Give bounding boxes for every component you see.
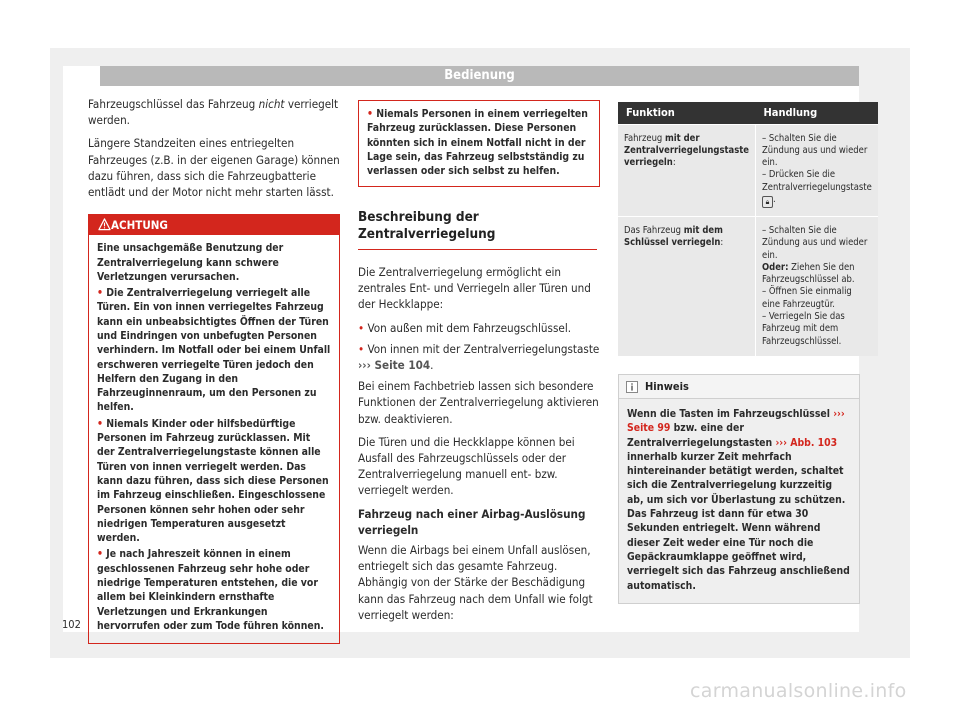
warning-box-continued [358,100,600,187]
warning-item-text: Die Zentralverriegelung verriegelt alle Türen. Ein von innen verriegeltes Fahrzeug kann ein unbeabsichtigtes Öffnen der Türen und Eindringen von unbefugten Personen verhindern. Im Notfall oder bei einem Unfall erschweren verriegelte Türen jedoch den Helfern den Zugang in den Fahrzeuginnenraum, um den Personen zu helfen. [97,287,331,414]
figure-reference-link[interactable]: ››› Abb. 103 [775,436,838,449]
warning-triangle-icon [98,218,111,231]
paragraph-manual: Die Türen und die Heckklappe können bei Ausfall des Fahrzeugschlüssels oder der Zentralverriegelung manuell ent- bzw. verriegelt werden. [358,434,575,498]
text: – Drücken Sie die Zentralverriegelungstaste [762,169,872,193]
warning-box [88,214,340,644]
paragraph-intro: Die Zentralverriegelung ermöglicht ein zentrales Ent- und Verriegeln aller Türen und der Heckklappe: [358,264,591,312]
text: verriegelt werden. [88,97,339,128]
emphasis-text: nicht [258,97,285,111]
bullet-icon: • [367,108,373,120]
bullet-icon: • [97,287,103,300]
text: Wenn die Tasten im Fahrzeugschlüssel [627,407,834,420]
page-reference-link[interactable]: ››› Seite 104 [358,357,431,372]
warning-header [89,215,339,235]
table-header: Funktion [618,102,756,124]
text: . [773,193,776,205]
table-cell-action [756,216,878,355]
table-cell-function [618,124,756,216]
text: bzw. eine der Zentralverriegelungstasten [627,422,776,449]
list-item-text: Von innen mit der Zentralverriegelungstaste [367,341,600,356]
hint-body [619,399,859,603]
chapter-header: Bedienung [100,66,859,86]
page-reference-link[interactable]: ››› Seite 99 [627,407,845,435]
page-number: 102 [62,618,81,631]
column-right [618,102,872,604]
table-cell-function [618,216,756,355]
function-table [618,102,878,356]
column-middle [358,96,600,630]
paragraph-key-lock [88,96,340,128]
bold-text: mit der Zentralverriegelungstaste verriegeln [624,132,749,169]
table-cell-action [756,124,878,216]
bullet-icon: • [97,417,103,430]
action-step: – Schalten Sie die Zündung aus und wieder ein. [762,224,868,261]
paragraph-battery: Längere Standzeiten eines entriegelten Fahrzeuges (z.B. in der eigenen Garage) können dazu führen, dass sich die Fahrzeugbatterie entlädt und der Motor nicht mehr starten lässt. [88,136,340,200]
bold-text: Oder: [762,261,789,273]
section-title: Beschreibung der Zentralverriegelung [358,209,597,249]
hint-box [618,374,860,604]
bullet-icon: • [358,341,365,356]
bold-text: mit dem Schlüssel verriegeln [624,224,723,249]
table-row [618,124,878,216]
section-body [358,264,600,623]
list-item [358,341,600,373]
text: : [672,157,676,169]
subheading-airbag: Fahrzeug nach einer Airbag-Auslösung verriegeln [358,506,586,537]
bullet-icon: • [358,320,365,335]
text: innerhalb kurzer Zeit mehrfach hintereinander betätigt werden, schaltet sich die Zentralverriegelung kurzzeitig ab, um sich vor Überlastung zu schützen. Das Fahrzeug ist dann für etwa 30 Sekunden entriegelt. Wenn während dieser Zeit weder eine Tür noch die Gepäckraumklappe geöffnet wird, verriegelt sich das Fahrzeug anschließend automatisch. [627,450,850,592]
table-header: Handlung [756,102,878,124]
action-step [762,262,872,287]
warning-body [89,235,339,643]
warning-intro: Eine unsachgemäße Benutzung der Zentralverriegelung kann schwere Verletzungen verursachen. [97,242,284,283]
warning-title: ACHTUNG [111,218,168,233]
action-step: – Schalten Sie die Zündung aus und wieder ein. [762,132,868,169]
paragraph-workshop: Bei einem Fachbetrieb lassen sich besondere Funktionen der Zentralverriegelung aktivieren bzw. deaktivieren. [358,379,599,426]
text: : [720,237,724,249]
action-step: – Öffnen Sie einmalig eine Fahrzeugtür. [762,286,852,310]
warning-item [97,286,331,415]
warning-item-text: Niemals Personen in einem verriegelten Fahrzeug zurücklassen. Diese Personen könnten sich in einem Notfall nicht in der Lage sein, das Fahrzeug selbstständig zu verlassen oder sich selbst zu helfen. [367,108,588,178]
lock-methods-list [358,320,600,374]
bullet-icon: • [97,548,103,561]
table-header-row [618,102,878,124]
hint-title: Hinweis [645,379,689,393]
watermark: carmanualsonline.info [690,680,907,702]
action-step [762,169,872,208]
info-icon [626,381,638,393]
list-item-text: Von außen mit dem Fahrzeugschlüssel. [367,320,572,335]
lock-key-icon: 🔒︎ [762,196,773,208]
table-row [618,216,878,355]
column-left [88,96,340,644]
warning-item [97,417,331,546]
text: Das Fahrzeug [624,224,684,236]
warning-item [97,547,331,633]
text: . [430,357,434,372]
paragraph-airbag: Wenn die Airbags bei einem Unfall auslösen, entriegelt sich das gesamte Fahrzeug. Abhängig von der Stärke der Beschädigung kann das Fahrzeug nach dem Unfall wie folgt verriegelt werden: [358,542,593,622]
text: Fahrzeug [624,132,665,144]
text: Ziehen Sie den Fahrzeugschlüssel ab. [762,261,855,286]
action-step: – Verriegeln Sie das Fahrzeug mit dem Fahrzeugschlüssel. [762,311,845,347]
warning-item-text: Niemals Kinder oder hilfsbedürftige Personen im Fahrzeug zurücklassen. Mit der Zentralverriegelungstaste können alle Türen von innen verriegelt werden. Das kann dazu führen, dass sich diese Personen im Fahrzeug einschließen. Eingeschlossene Personen können sehr hohen oder sehr niedrigen Temperaturen ausgesetzt werden. [97,417,329,545]
hint-header [619,375,859,399]
warning-item-text: Je nach Jahreszeit können in einem geschlossenen Fahrzeug sehr hohe oder niedrige Temperaturen entstehen, die vor allem bei Kleinkindern ernsthafte Verletzungen und Erkrankungen hervorrufen oder zum Tode führen können. [97,548,324,632]
list-item [358,320,600,336]
text: Fahrzeugschlüssel das Fahrzeug [88,97,259,111]
